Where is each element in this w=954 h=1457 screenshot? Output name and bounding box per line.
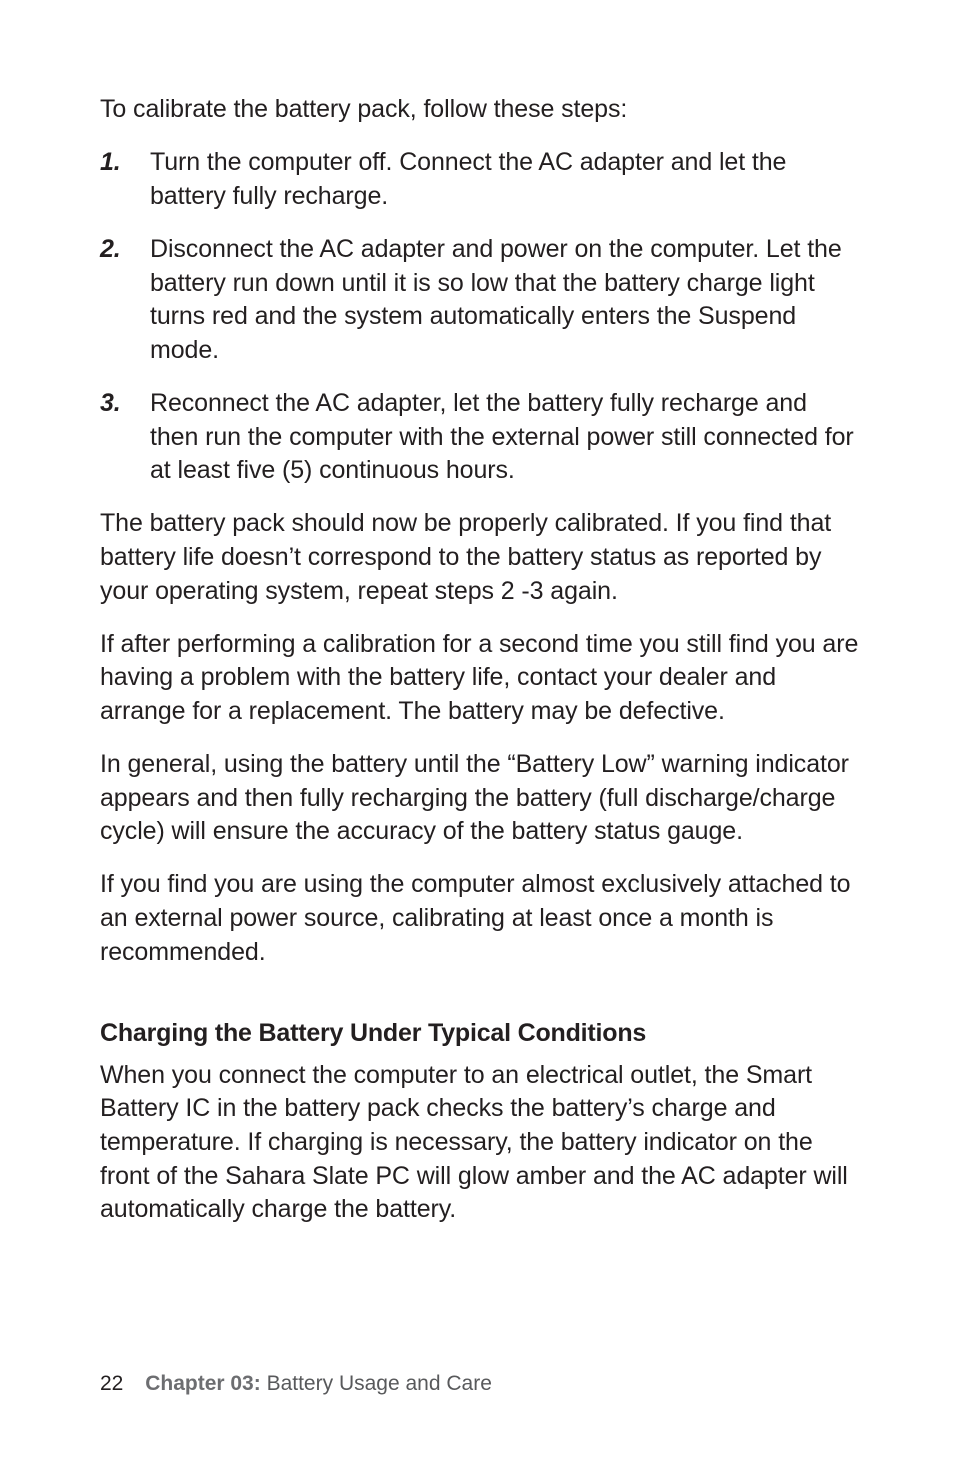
step-text: Turn the computer off. Connect the AC adapter and let the battery fully recharge. [150,148,787,210]
chapter-title: Battery Usage and Care [266,1372,492,1395]
step-text: Reconnect the AC adapter, let the battery fully recharge and then run the computer with the external power still connected for at least five (5) continuous hours. [150,388,854,485]
step-number: 2. [100,234,121,263]
step-number: 1. [100,148,121,177]
intro-paragraph: To calibrate the battery pack, follow these steps: [100,95,628,123]
body-paragraph: If after performing a calibration for a second time you still find you are having a problem with the battery life, contact your dealer and arrange for a replacement. The battery may be defective. [100,629,859,725]
body-paragraph: In general, using the battery until the “Battery Low” warning indicator appears and then fully recharging the battery (full discharge/charge cycle) will ensure the accuracy of the battery status gauge. [100,750,849,846]
section-heading: Charging the Battery Under Typical Conditions [100,1019,647,1048]
step-number: 3. [100,388,121,417]
step-item-2 [100,233,860,367]
page-content [100,93,860,1246]
section-body: When you connect the computer to an electrical outlet, the Smart Battery IC in the battery pack checks the battery’s charge and temperature. If charging is necessary, the battery indicator on the front of the Sahara Slate PC will glow amber and the AC adapter will automatically charge the battery. [100,1060,848,1224]
step-item-3 [100,387,860,488]
step-item-1 [100,146,860,213]
page-number: 22 [100,1372,124,1395]
chapter-label: Chapter 03: [145,1372,261,1395]
page-footer [100,1370,492,1398]
body-paragraph: If you find you are using the computer almost exclusively attached to an external power source, calibrating at least once a month is recommended. [100,870,851,966]
step-text: Disconnect the AC adapter and power on the computer. Let the battery run down until it is so low that the battery charge light turns red and the system automatically enters the Suspend mode. [150,234,842,364]
body-paragraph: The battery pack should now be properly calibrated. If you find that battery life doesn’t correspond to the battery status as reported by your operating system, repeat steps 2 -3 again. [100,509,832,605]
